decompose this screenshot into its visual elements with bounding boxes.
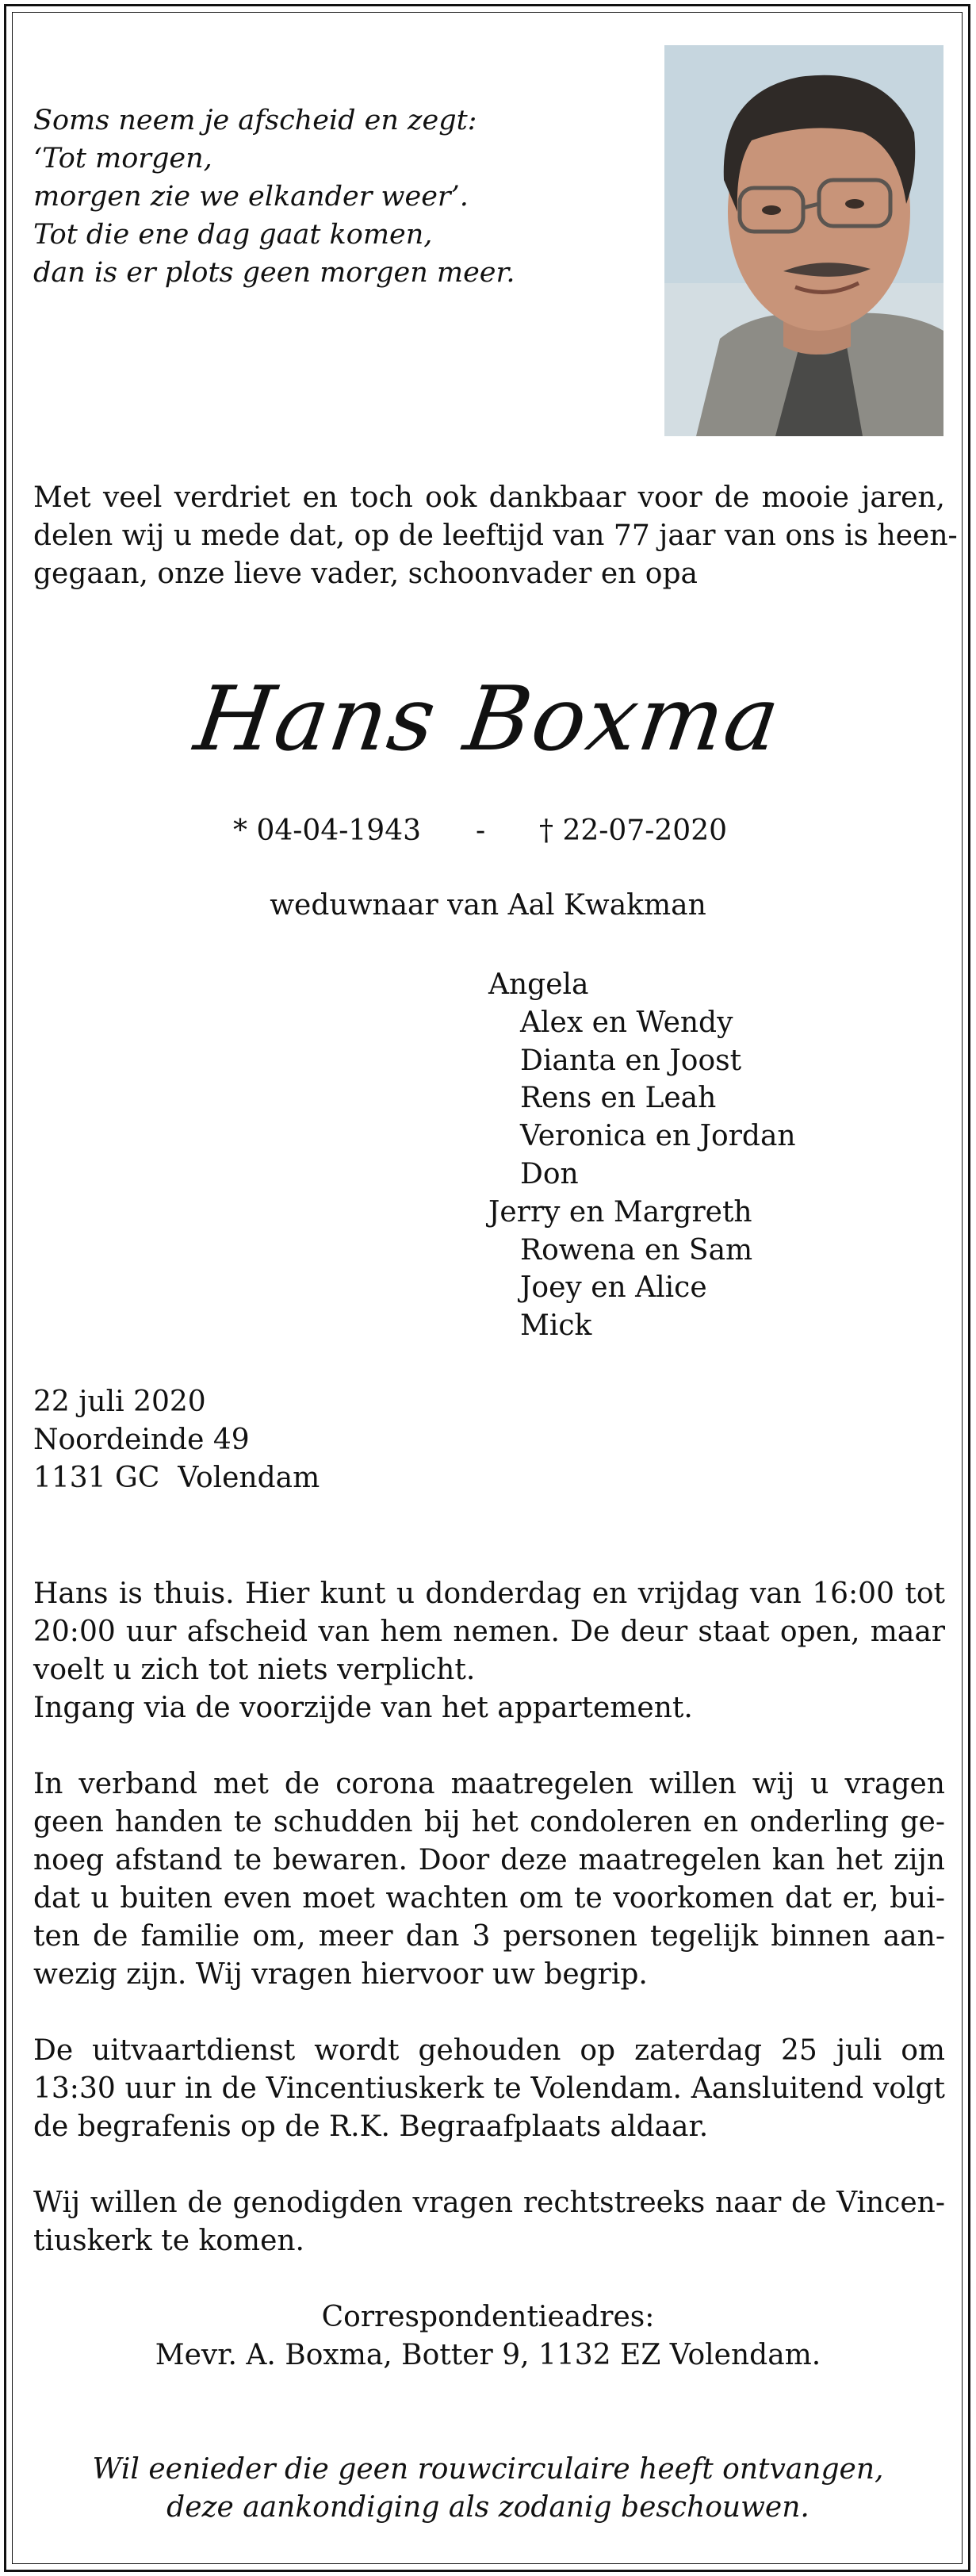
- intro-line: delen wij u mede dat, op de leeftijd van 77 jaar van ons is heen-: [33, 519, 958, 552]
- poem: [33, 102, 515, 292]
- funeral-paragraph: [33, 2032, 945, 2146]
- family-member: Don: [520, 1157, 579, 1190]
- intro-paragraph: [33, 479, 958, 593]
- paragraph-line: De uitvaartdienst wordt gehouden op zaterdag 25 juli om: [33, 2034, 945, 2067]
- family-member: Dianta en Joost: [520, 1044, 742, 1077]
- paragraph-line: Hans is thuis. Hier kunt u donderdag en vrijdag van 16:00 tot: [33, 1577, 945, 1610]
- corona-paragraph: [33, 1765, 945, 1994]
- paragraph-line: tiuskerk te komen.: [33, 2225, 304, 2257]
- family-member: Alex en Wendy: [520, 1006, 733, 1039]
- address-date: 22 juli 2020: [33, 1386, 206, 1418]
- birth-date: * 04-04-1943: [233, 815, 422, 847]
- paragraph-line: Ingang via de voorzijde van het appartement.: [33, 1692, 693, 1724]
- portrait-illustration: [664, 45, 943, 436]
- intro-line: Met veel verdriet en toch ook dankbaar voor de mooie jaren,: [33, 481, 945, 514]
- paragraph-line: In verband met de corona maatregelen willen wij u vragen: [33, 1768, 945, 1800]
- address-city: 1131 GC Volendam: [33, 1462, 320, 1494]
- paragraph-line: geen handen te schudden bij het condoleren en onderling ge-: [33, 1806, 945, 1838]
- deceased-name: Hans Boxma: [189, 668, 787, 771]
- poem-line: ‘Tot morgen,: [33, 143, 212, 174]
- correspondence-label: Correspondentieadres:: [321, 2301, 655, 2333]
- address-street: Noordeinde 49: [33, 1424, 250, 1456]
- footer-line: Wil eenieder die geen rouwcirculaire heeft ontvangen,: [92, 2453, 884, 2486]
- poem-line: Soms neem je afscheid en zegt:: [33, 105, 477, 136]
- date-separator: -: [476, 815, 486, 847]
- family-list: [488, 966, 796, 1345]
- family-member: Jerry en Margreth: [488, 1195, 752, 1229]
- invite-paragraph: [33, 2184, 945, 2260]
- portrait-photo: [664, 45, 943, 436]
- family-member: Rowena en Sam: [520, 1233, 753, 1267]
- paragraph-line: Wij willen de genodigden vragen rechtstreeks naar de Vincen-: [33, 2187, 945, 2219]
- paragraph-line: de begrafenis op de R.K. Begraafplaats aldaar.: [33, 2110, 709, 2143]
- paragraph-line: wezig zijn. Wij vragen hiervoor uw begrip.: [33, 1958, 648, 1991]
- paragraph-line: 13:30 uur in de Vincentiuskerk te Volendam. Aansluitend volgt: [33, 2072, 945, 2105]
- family-member: Veronica en Jordan: [520, 1120, 796, 1153]
- family-member: Mick: [520, 1309, 592, 1343]
- footer-line: deze aankondiging als zodanig beschouwen.: [166, 2491, 810, 2524]
- paragraph-line: voelt u zich tot niets verplicht.: [33, 1654, 476, 1686]
- visiting-paragraph: [33, 1575, 945, 1727]
- family-member: Angela: [488, 968, 589, 1001]
- paragraph-line: ten de familie om, meer dan 3 personen tegelijk binnen aan-: [33, 1920, 945, 1953]
- paragraph-line: noeg afstand te bewaren. Door deze maatregelen kan het zijn: [33, 1844, 945, 1876]
- family-member: Rens en Leah: [520, 1082, 717, 1115]
- intro-line: gegaan, onze lieve vader, schoonvader en opa: [33, 558, 698, 590]
- paragraph-line: dat u buiten even moet wachten om te voorkomen dat er, bui-: [33, 1882, 945, 1915]
- correspondence-address: Mevr. A. Boxma, Botter 9, 1132 EZ Volendam.: [155, 2339, 821, 2371]
- poem-line: dan is er plots geen morgen meer.: [33, 257, 515, 289]
- poem-line: Tot die ene dag gaat komen,: [33, 219, 433, 251]
- death-date: † 22-07-2020: [539, 815, 728, 847]
- family-member: Joey en Alice: [520, 1271, 707, 1305]
- paragraph-line: 20:00 uur afscheid van hem nemen. De deur staat open, maar: [33, 1616, 945, 1648]
- spouse-line: weduwnaar van Aal Kwakman: [270, 889, 706, 922]
- poem-line: morgen zie we elkander weer’.: [33, 181, 469, 213]
